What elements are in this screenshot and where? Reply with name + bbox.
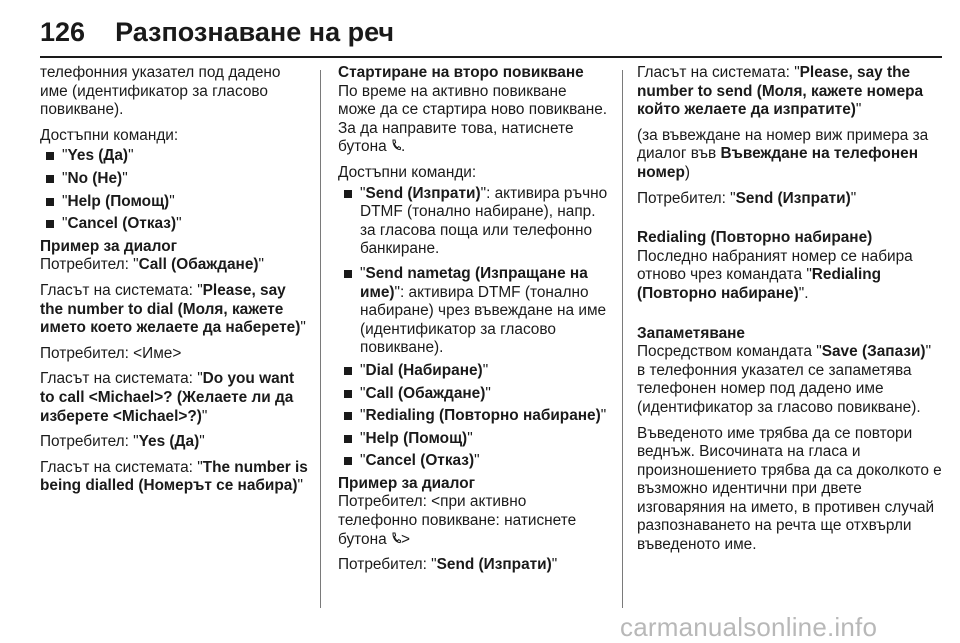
commands-intro: Достъпни команди:: [40, 126, 179, 144]
phone-call-icon: [391, 532, 401, 545]
list-item: "Redialing (Повторно набиране)": [338, 407, 608, 426]
list-item: "Send nametag (Изпращане на име)": активира DTMF (тонално набиране) чрез въвеждане на име (идентификатор за гласово повикване).: [338, 265, 608, 358]
command-list: [40, 147, 312, 233]
paragraph: По време на активно повикване може да се стартира ново повикване. За да направите това, натиснете бутона .: [338, 82, 608, 156]
bullet-icon: [344, 367, 352, 375]
paragraph: Въведеното име трябва да се повтори веднъж. Височината на гласа и произношението трябва да са доколкото е възможно идентични при двете изговаряния на името, в противен случай разпознаването на речта ще отхвърли въведеното име.: [637, 424, 942, 554]
list-item: "Call (Обаждане)": [338, 385, 608, 404]
dialog-line: Гласът на системата: "Please, say the number to send (Моля, кажете номера който желаете да изпратите)": [637, 64, 924, 119]
list-item: "Dial (Набиране)": [338, 362, 608, 381]
dialog-line: Потребител: <Име>: [40, 344, 182, 362]
column-2: [338, 64, 608, 582]
column-divider: [622, 70, 623, 608]
dialog-line: Потребител: <при активно телефонно повикване: натиснете бутона >: [338, 493, 577, 548]
paragraph: телефонния указател под дадено име (идентификатор за гласово повикване).: [40, 64, 281, 119]
list-item: "No (Не)": [40, 170, 312, 189]
commands-intro: Достъпни команди:: [338, 163, 477, 181]
header-rule: [40, 56, 942, 58]
section-heading: Пример за диалог: [338, 474, 476, 492]
bullet-icon: [46, 152, 54, 160]
dialog-line: Потребител: "Send (Изпрати)": [338, 556, 558, 574]
bullet-icon: [46, 175, 54, 183]
bullet-icon: [344, 435, 352, 443]
bullet-icon: [344, 270, 352, 278]
section-heading: Пример за диалог: [40, 237, 178, 255]
command-list: [338, 185, 608, 471]
page-title: Разпознаване на реч: [115, 16, 395, 47]
page-number: 126: [40, 16, 86, 47]
bullet-icon: [344, 412, 352, 420]
bullet-icon: [344, 390, 352, 398]
section-heading: Redialing (Повторно набиране): [637, 229, 873, 247]
list-item: "Yes (Да)": [40, 147, 312, 166]
page-header: [40, 10, 394, 54]
bullet-icon: [344, 190, 352, 198]
paragraph: (за въвеждане на номер виж примера за диалог във Въвеждане на телефонен номер): [637, 126, 929, 181]
dialog-line: Гласът на системата: "Please, say the number to dial (Моля, кажете името което желаете да наберете)": [40, 281, 306, 337]
list-item: "Send (Изпрати)": активира ръчно DTMF (тонално набиране), напр. за гласова поща или телефонно банкиране.: [338, 185, 608, 259]
dialog-line: Гласът на системата: "Do you want to call <Michael>? (Желаете ли да изберете <Michael>?)": [40, 370, 295, 425]
dialog-line: Потребител: "Send (Изпрати)": [637, 189, 857, 207]
paragraph: Посредством командата "Save (Запази)" в телефонния указател се запаметява телефонен номер под дадено име (идентификатор за гласово повикване).: [637, 343, 932, 416]
dialog-line: Потребител: "Call (Обаждане)": [40, 256, 264, 274]
phone-call-icon: [391, 139, 401, 152]
column-3: [637, 64, 942, 562]
dialog-line: Потребител: "Yes (Да)": [40, 433, 205, 451]
bullet-icon: [46, 220, 54, 228]
list-item: "Cancel (Отказ)": [40, 215, 312, 234]
dialog-line: Гласът на системата: "The number is being dialled (Номерът се набира)": [40, 458, 308, 495]
paragraph: Последно набраният номер се набира отново чрез командата "Redialing (Повторно набиране)".: [637, 247, 913, 302]
list-item: "Help (Помощ)": [40, 193, 312, 212]
list-item: "Help (Помощ)": [338, 430, 608, 449]
section-heading: Запаметяване: [637, 324, 745, 342]
column-divider: [320, 70, 321, 608]
column-1: [40, 64, 312, 503]
watermark: carmanualsonline.info: [620, 612, 878, 642]
list-item: "Cancel (Отказ)": [338, 452, 608, 471]
bullet-icon: [46, 198, 54, 206]
section-heading: Стартиране на второ повикване: [338, 64, 584, 81]
bullet-icon: [344, 457, 352, 465]
